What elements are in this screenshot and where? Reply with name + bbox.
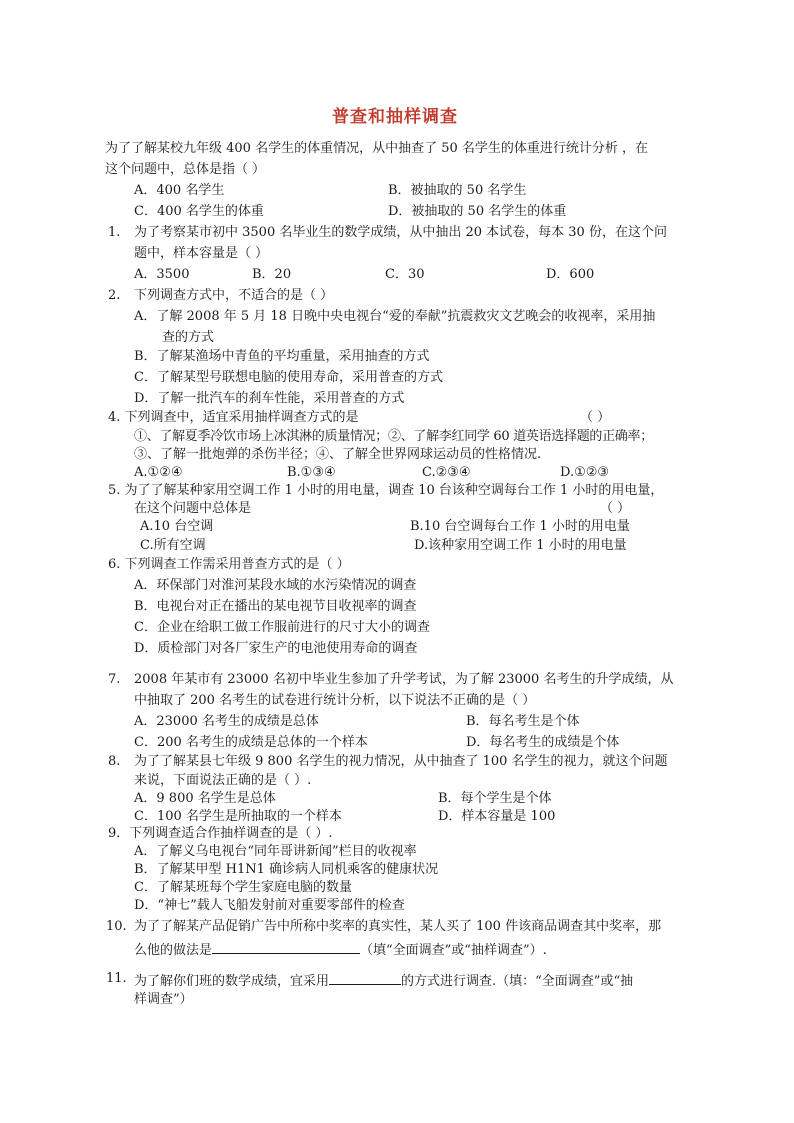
question-8-option-a: A．9 800 名学生是总体: [134, 791, 276, 806]
question-2-option-b: B．了解某渔场中青鱼的平均重量，采用抽查的方式: [134, 349, 430, 364]
question-4-statements-1: ①、了解夏季冷饮市场上冰淇淋的质量情况；②、了解李红同学 60 道英语选择题的正确率；: [134, 429, 653, 444]
question-10-answer-blank[interactable]: [212, 941, 360, 954]
question-8-line-2: 来说，下面说法正确的是（ ）.: [134, 773, 312, 788]
question-2-line-1: 下列调查方式中，不适合的是（ ）: [134, 288, 334, 303]
question-11-number: 11.: [106, 971, 127, 986]
question-5-option-c: C.所有空调: [140, 538, 206, 553]
question-1-line-1: 为了考察某市初中 3500 名毕业生的数学成绩，从中抽出 20 本试卷，每本 30 份，在这个问: [134, 225, 667, 240]
question-1-option-d: D．600: [546, 267, 595, 282]
question-1-option-c: C．30: [385, 267, 425, 282]
question-7-line-1: 2008 年某市有 23000 名初中毕业生参加了升学考试，为了解 23000 名考生的升学成绩，从: [134, 672, 674, 687]
question-2-option-d: D．了解一批汽车的刹车性能，采用普查的方式: [134, 391, 405, 406]
question-11-line-1: [134, 972, 633, 988]
question-0-option-d: D．被抽取的 50 名学生的体重: [388, 204, 567, 219]
question-2-number: 2.: [108, 288, 121, 303]
question-8-option-d: D．样本容量是 100: [438, 809, 556, 824]
question-5-option-d: D.该种家用空调工作 1 小时的用电量: [414, 538, 627, 553]
question-11-line-1-suffix: 的方式进行调查.（填：“全面调查”或“抽: [401, 974, 634, 989]
question-1-line-2: 题中，样本容量是（ ）: [134, 246, 269, 261]
question-0-line-1: 为了了解某校九年级 400 名学生的体重情况，从中抽查了 50 名学生的体重进行统计分析 ，在: [105, 141, 649, 156]
question-2-option-c: C．了解某型号联想电脑的使用寿命，采用普查的方式: [134, 370, 443, 385]
question-4-option-b: B.①③④: [287, 465, 336, 480]
question-8-option-b: B．每个学生是个体: [438, 791, 552, 806]
question-6-line-1: 6. 下列调查工作需采用普查方式的是（ ）: [108, 557, 350, 572]
page-title: 普查和抽样调查: [332, 107, 458, 127]
question-5-line-2: 在这个问题中总体是: [134, 501, 252, 516]
question-4-answer-paren: （ ）: [580, 410, 611, 425]
question-5-answer-paren: （ ）: [600, 501, 631, 516]
question-7-option-b: B．每名考生是个体: [466, 714, 580, 729]
question-6-option-a: A．环保部门对淮河某段水域的水污染情况的调查: [134, 578, 417, 593]
question-2-option-a-line-1: A．了解 2008 年 5 月 18 日晚中央电视台“爱的奉献”抗震救灾文艺晚会的收视率，采用抽: [134, 309, 656, 324]
question-4-option-c: C.②③④: [422, 465, 471, 480]
question-9-option-d: D．“神七”载人飞船发射前对重要零部件的检查: [134, 898, 405, 913]
question-4-option-d: D.①②③: [560, 465, 610, 480]
question-8-option-c: C．100 名学生是所抽取的一个样本: [134, 809, 342, 824]
question-7-option-d: D．每名考生的成绩是个体: [466, 735, 620, 750]
question-4-option-a: A.①②④: [134, 465, 183, 480]
question-1-option-a: A．3500: [134, 267, 190, 282]
question-8-number: 8.: [108, 754, 121, 769]
question-2-option-a-line-2: 查的方式: [162, 330, 215, 345]
question-11-answer-blank[interactable]: [329, 972, 401, 985]
question-11-line-2: 样调查”）: [134, 992, 193, 1007]
question-7-option-a: A．23000 名考生的成绩是总体: [134, 714, 319, 729]
question-0-option-b: B．被抽取的 50 名学生: [388, 183, 527, 198]
question-5-option-b: B.10 台空调每台工作 1 小时的用电量: [410, 519, 630, 534]
question-6-option-b: B．电视台对正在播出的某电视节目收视率的调查: [134, 599, 417, 614]
question-0-line-2: 这个问题中，总体是指（ ）: [105, 162, 266, 177]
question-7-number: 7.: [108, 672, 121, 687]
question-0-option-c: C．400 名学生的体重: [134, 204, 264, 219]
question-10-line-2: [134, 941, 547, 957]
question-4-statements-2: ③、了解一批炮弹的杀伤半径；④、了解全世界网球运动员的性格情况.: [134, 447, 542, 462]
question-5-option-a: A.10 台空调: [140, 519, 214, 534]
question-7-line-2: 中抽取了 200 名考生的试卷进行统计分析，以下说法不正确的是（ ）: [134, 693, 536, 708]
question-9-option-b: B．了解某甲型 H1N1 确诊病人同机乘客的健康状况: [134, 862, 439, 877]
question-10-number: 10.: [106, 919, 127, 934]
question-7-option-c: C．200 名考生的成绩是总体的一个样本: [134, 735, 368, 750]
question-9-option-a: A．了解义乌电视台“同年哥讲新闻”栏目的收视率: [134, 844, 417, 859]
question-1-number: 1.: [108, 225, 121, 240]
question-0-option-a: A．400 名学生: [134, 183, 225, 198]
question-10-line-2-suffix: （填“全面调查”或“抽样调查”）.: [360, 943, 547, 958]
question-8-line-1: 为了了解某县七年级 9 800 名学生的视力情况，从中抽查了 100 名学生的视力，就这个问题: [134, 754, 668, 769]
question-9-line-1: 9．下列调查适合作抽样调查的是（ ）.: [108, 826, 333, 841]
question-1-option-b: B．20: [252, 267, 292, 282]
question-10-line-2-prefix: 么他的做法是: [134, 943, 213, 958]
question-10-line-1: 为了了解某产品促销广告中所称中奖率的真实性，某人买了 100 件该商品调查其中奖率，那: [134, 919, 662, 934]
question-6-option-c: C．企业在给职工做工作服前进行的尺寸大小的调查: [134, 620, 430, 635]
question-9-option-c: C．了解某班每个学生家庭电脑的数量: [134, 880, 352, 895]
question-5-line-1: 5. 为了了解某种家用空调工作 1 小时的用电量，调查 10 台该种空调每台工作 1 小时的用电量，: [108, 483, 664, 498]
question-4-line-1: 4. 下列调查中，适宜采用抽样调查方式的是: [108, 410, 359, 425]
question-6-option-d: D．质检部门对各厂家生产的电池使用寿命的调查: [134, 641, 418, 656]
question-11-line-1-prefix: 为了解你们班的数学成绩，宜采用: [134, 974, 330, 989]
